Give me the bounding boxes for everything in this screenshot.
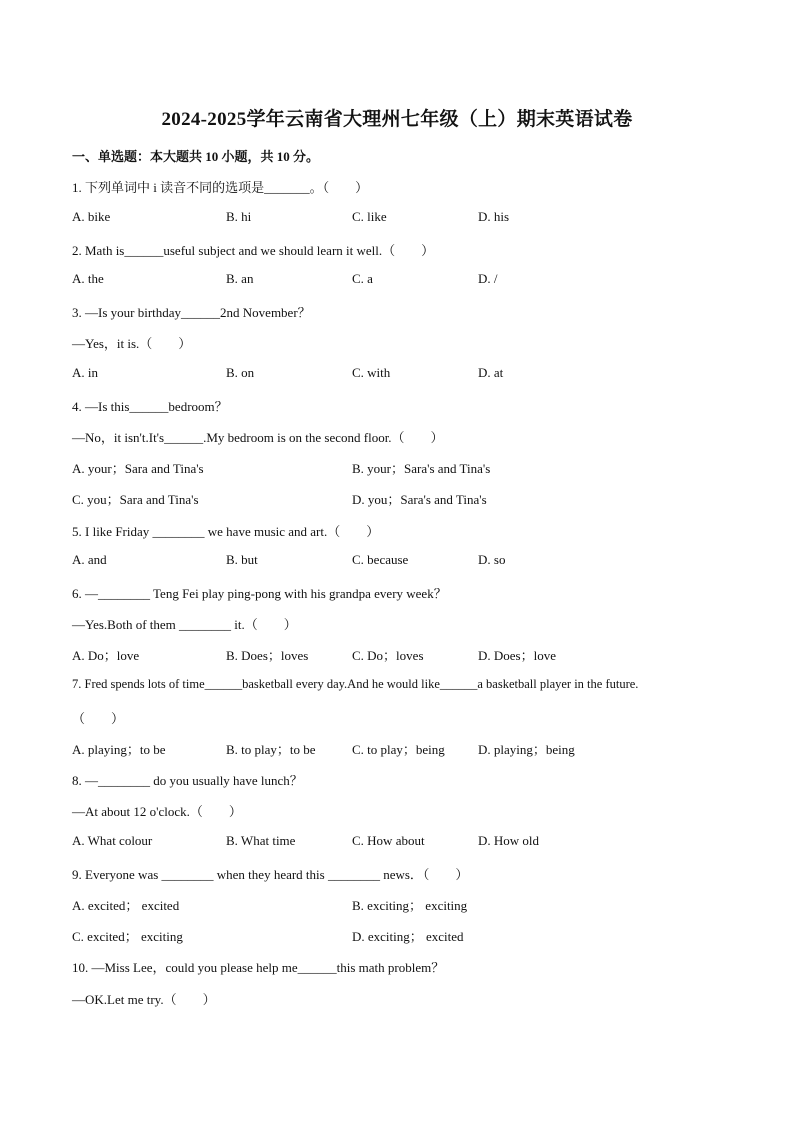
question-1-stem: 1. 下列单词中 i 读音不同的选项是_______。（ ）	[72, 180, 369, 195]
question-6-option-d[interactable]: D. Does；love	[478, 648, 556, 663]
question-10-answer-line: —OK.Let me try.（ ）	[72, 992, 216, 1007]
question-3-option-d[interactable]: D. at	[478, 365, 504, 380]
question-7-option-b[interactable]: B. to play；to be	[226, 742, 316, 757]
question-3-option-b[interactable]: B. on	[226, 365, 255, 380]
question-8-stem: 8. —________ do you usually have lunch？	[72, 773, 303, 788]
question-2-option-c[interactable]: C. a	[352, 271, 373, 286]
question-3-option-c[interactable]: C. with	[352, 365, 391, 380]
question-5-option-b[interactable]: B. but	[226, 552, 258, 567]
question-2-stem: 2. Math is______useful subject and we should learn it well.（ ）	[72, 243, 435, 258]
question-9-option-b[interactable]: B. exciting； exciting	[352, 898, 468, 913]
question-1-option-b[interactable]: B. hi	[226, 209, 252, 224]
question-7-option-d[interactable]: D. playing；being	[478, 742, 575, 757]
question-4-option-c[interactable]: C. you；Sara and Tina's	[72, 492, 199, 507]
question-1-option-d[interactable]: D. his	[478, 209, 510, 224]
section-heading: 一、单选题：本大题共 10 小题，共 10 分。	[72, 149, 320, 164]
question-5-option-d[interactable]: D. so	[478, 552, 506, 567]
question-9-option-a[interactable]: A. excited； excited	[72, 898, 180, 913]
question-2-option-d[interactable]: D. /	[478, 271, 498, 286]
question-4-stem: 4. —Is this______bedroom？	[72, 399, 228, 414]
question-8-option-c[interactable]: C. How about	[352, 833, 425, 848]
page-title: 2024-2025学年云南省大理州七年级（上）期末英语试卷	[161, 109, 633, 130]
question-5-option-a[interactable]: A. and	[72, 552, 107, 567]
question-2-option-b[interactable]: B. an	[226, 271, 254, 286]
question-6-option-a[interactable]: A. Do；love	[72, 648, 140, 663]
question-7-stem-cont: （ ）	[72, 711, 125, 726]
question-9-stem: 9. Everyone was ________ when they heard this ________ news．（ ）	[72, 867, 469, 882]
question-9-option-c[interactable]: C. excited； exciting	[72, 929, 183, 944]
question-7-option-c[interactable]: C. to play；being	[352, 742, 445, 757]
question-4-option-b[interactable]: B. your；Sara's and Tina's	[352, 461, 491, 476]
question-8-option-d[interactable]: D. How old	[478, 833, 540, 848]
question-4-option-a[interactable]: A. your；Sara and Tina's	[72, 461, 204, 476]
question-4-option-d[interactable]: D. you；Sara's and Tina's	[352, 492, 487, 507]
question-3-answer-line: —Yes，it is.（ ）	[72, 336, 192, 351]
question-5-option-c[interactable]: C. because	[352, 552, 409, 567]
question-1-option-c[interactable]: C. like	[352, 209, 387, 224]
question-3-option-a[interactable]: A. in	[72, 365, 98, 380]
question-7-stem: 7. Fred spends lots of time______basketball every day.And he would like______a basketball player in the future.	[72, 677, 639, 691]
question-8-option-a[interactable]: A. What colour	[72, 833, 153, 848]
question-3-stem: 3. —Is your birthday______2nd November？	[72, 305, 311, 320]
question-6-stem: 6. —________ Teng Fei play ping-pong with his grandpa every week？	[72, 586, 447, 601]
question-6-answer-line: —Yes.Both of them ________ it.（ ）	[72, 617, 297, 632]
question-6-option-b[interactable]: B. Does；loves	[226, 648, 309, 663]
question-1-option-a[interactable]: A. bike	[72, 209, 111, 224]
question-9-option-d[interactable]: D. exciting； excited	[352, 929, 464, 944]
question-8-answer-line: —At about 12 o'clock.（ ）	[72, 804, 242, 819]
question-2-option-a[interactable]: A. the	[72, 271, 104, 286]
question-6-option-c[interactable]: C. Do；loves	[352, 648, 424, 663]
question-4-answer-line: —No，it isn't.It's______.My bedroom is on the second floor.（ ）	[72, 430, 444, 445]
question-8-option-b[interactable]: B. What time	[226, 833, 296, 848]
question-5-stem: 5. I like Friday ________ we have music and art.（ ）	[72, 524, 380, 539]
question-10-stem: 10. —Miss Lee，could you please help me______this math problem？	[72, 960, 445, 975]
question-7-option-a[interactable]: A. playing；to be	[72, 742, 166, 757]
